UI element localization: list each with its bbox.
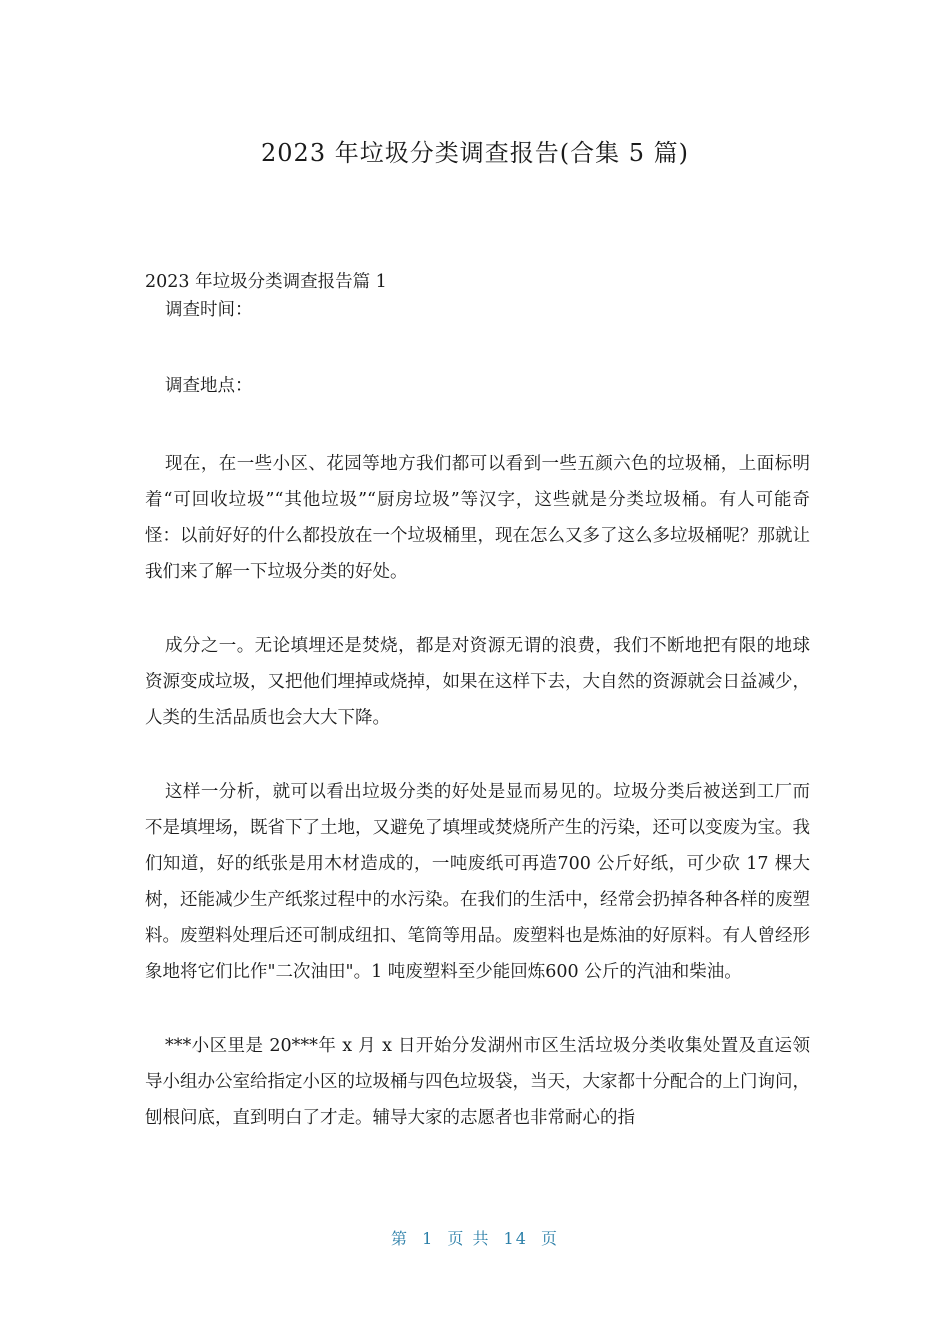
paragraph: ***小区里是 20***年 x 月 x 日开始分发湖州市区生活垃圾分类收集处置及直运领导小组办公室给指定小区的垃圾桶与四色垃圾袋，当天，大家都十分配合的上门询问，刨根问底，直到明白了才走。辅导大家的志愿者也非常耐心的指: [145, 1036, 810, 1128]
survey-time-field: 调查时间：: [165, 300, 253, 320]
section-heading: 2023 年垃圾分类调查报告篇 1: [145, 272, 387, 292]
document-title: 2023 年垃圾分类调查报告(合集 5 篇): [261, 139, 689, 167]
page-footer: [0, 1226, 950, 1249]
paragraph: 成分之一。无论填埋还是焚烧，都是对资源无谓的浪费，我们不断地把有限的地球资源变成垃圾，又把他们埋掉或烧掉，如果在这样下去，大自然的资源就会日益减少，人类的生活品质也会大大下降。: [145, 636, 810, 728]
page-label-prefix: 第: [390, 1229, 409, 1248]
page-label-suffix: 页: [541, 1229, 560, 1248]
survey-location-field: 调查地点：: [165, 376, 253, 396]
paragraph: 现在，在一些小区、花园等地方我们都可以看到一些五颜六色的垃圾桶，上面标明着“可回收垃圾”“其他垃圾”“厨房垃圾”等汉字，这些就是分类垃圾桶。有人可能奇怪：以前好好的什么都投放在一个垃圾桶里，现在怎么又多了这么多垃圾桶呢？那就让我们来了解一下垃圾分类的好处。: [145, 454, 810, 582]
total-pages-number: 14: [503, 1229, 528, 1248]
page-label-mid: 页 共: [447, 1229, 491, 1248]
current-page-number: 1: [422, 1229, 435, 1248]
paragraph: 这样一分析，就可以看出垃圾分类的好处是显而易见的。垃圾分类后被送到工厂而不是填埋场，既省下了土地，又避免了填埋或焚烧所产生的污染，还可以变废为宝。我们知道，好的纸张是用木材造成的，一吨废纸可再造700 公斤好纸，可少砍 17 棵大树，还能减少生产纸浆过程中的水污染。在我们的生活中，经常会扔掉各种各样的废塑料。废塑料处理后还可制成纽扣、笔筒等用品。废塑料也是炼油的好原料。有人曾经形象地将它们比作"二次油田"。1 吨废塑料至少能回炼600 公斤的汽油和柴油。: [145, 782, 810, 982]
document-body: [145, 268, 810, 1136]
